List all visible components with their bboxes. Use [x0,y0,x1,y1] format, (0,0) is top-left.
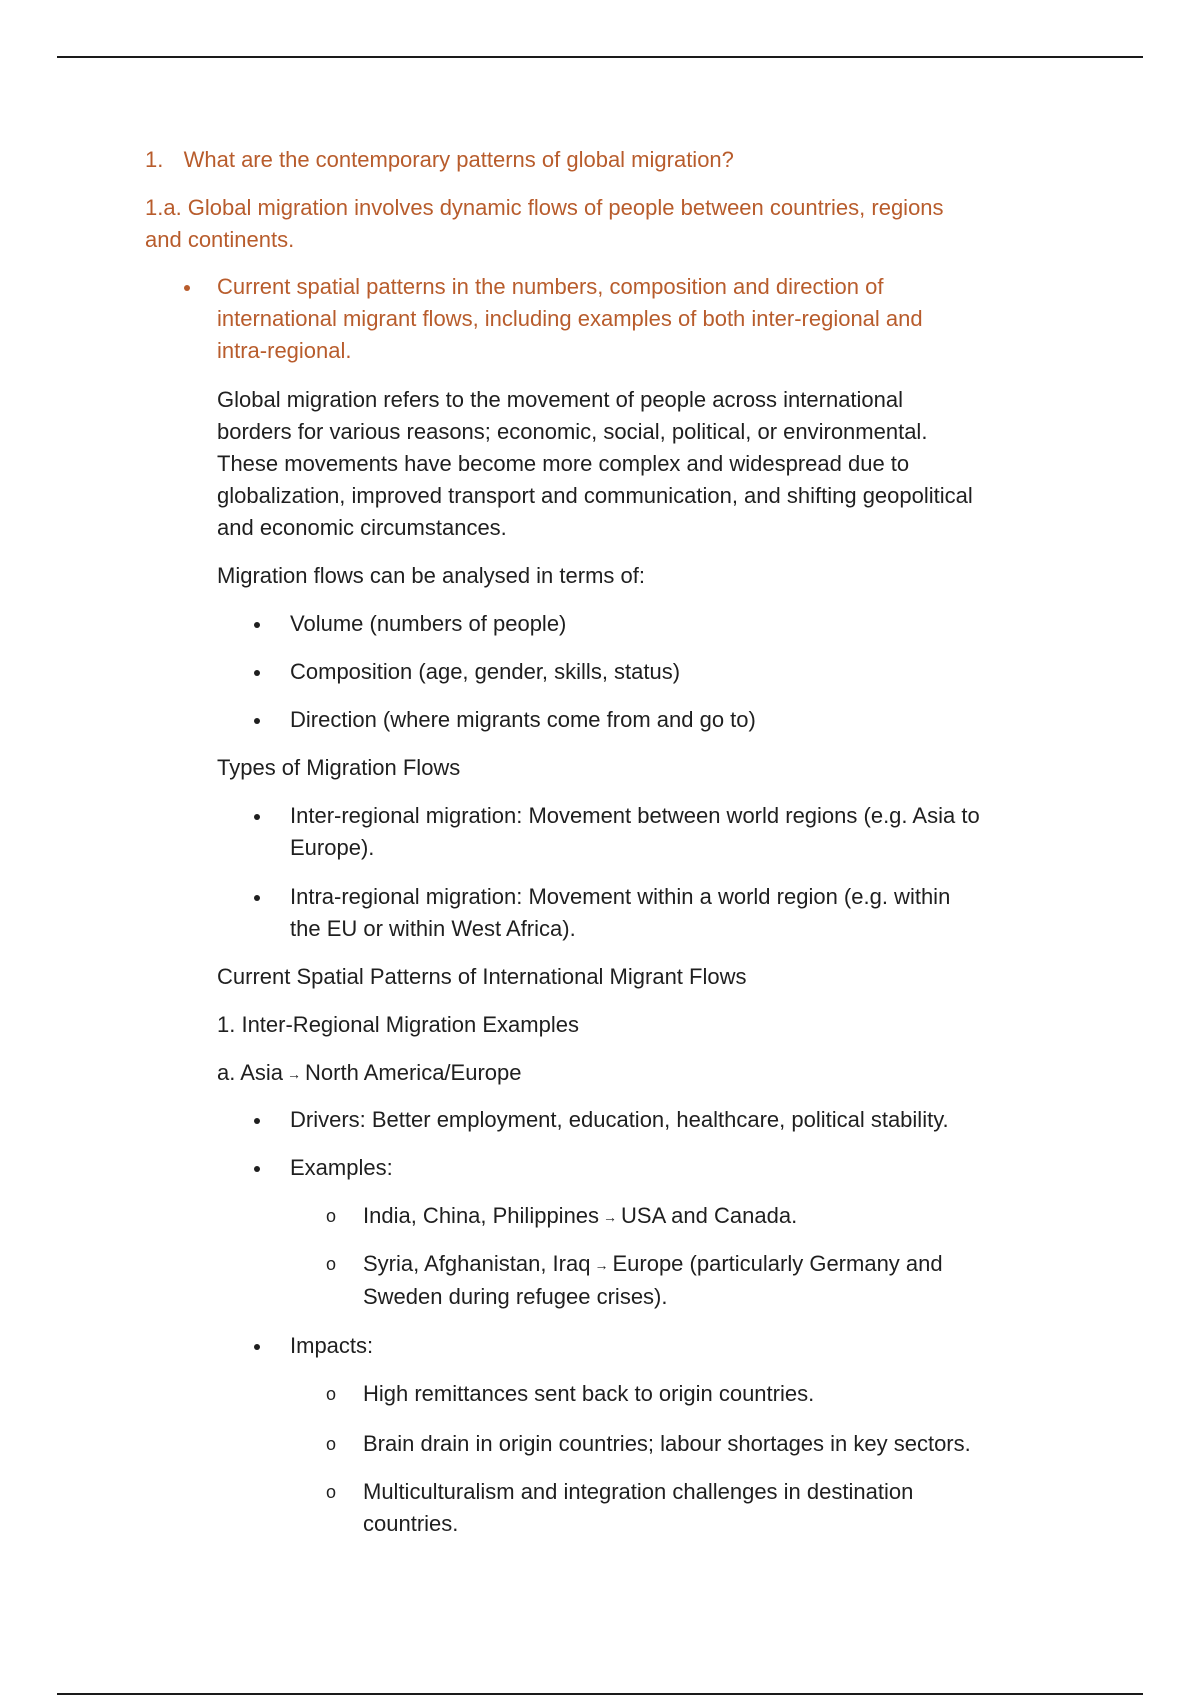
spec-point-line-2: international migrant flows, including examples of both inter-regional and [217,306,923,331]
example-2-suffix: Europe (particularly Germany and [612,1251,943,1276]
question-number: 1. [145,147,164,172]
bullet-icon [254,1104,264,1136]
intro-line-1: Global migration refers to the movement of people across international [217,387,904,412]
impacts-label: Impacts: [290,1333,374,1358]
inter-regional-heading: 1. Inter-Regional Migration Examples [217,1012,579,1037]
top-rule [57,56,1143,58]
spec-point-line-3: intra-regional. [217,338,352,363]
subheading-line-1: 1.a. Global migration involves dynamic flows of people between countries, regions [145,195,944,220]
example-1-suffix: USA and Canada. [621,1203,798,1228]
asia-heading-suffix: North America/Europe [305,1060,522,1085]
bullet-icon [254,800,264,832]
drivers-item: Drivers: Better employment, education, healthcare, political stability. [290,1107,949,1132]
circle-bullet-icon: o [326,1434,337,1454]
bottom-rule [57,1693,1143,1695]
bullet-icon [254,881,264,913]
types-heading: Types of Migration Flows [217,755,461,780]
intro-line-3: These movements have become more complex and widespread due to [217,451,910,476]
impact-item-3-line-2: countries. [363,1511,459,1536]
asia-heading-prefix: a. Asia [217,1060,284,1085]
circle-bullet-icon: o [326,1482,337,1502]
bullet-icon [184,271,194,303]
example-item-2-line-1 [363,1248,943,1281]
list-item: Composition (age, gender, skills, status) [290,659,681,684]
bullet-icon [254,704,264,736]
example-1-prefix: India, China, Philippines [363,1203,600,1228]
example-item-1 [363,1200,797,1233]
question-text: What are the contemporary patterns of global migration? [183,147,734,172]
bullet-icon [254,608,264,640]
types-item-1-line-2: Europe). [290,835,375,860]
spec-point-line-1: Current spatial patterns in the numbers, composition and direction of [217,274,884,299]
bullet-icon [254,1152,264,1184]
analysis-intro: Migration flows can be analysed in terms of: [217,563,645,588]
bullet-icon [254,656,264,688]
arrow-right-icon: → [594,1257,609,1274]
arrow-right-icon: → [287,1066,302,1083]
types-item-2-line-2: the EU or within West Africa). [290,916,576,941]
types-item-1-line-1: Inter-regional migration: Movement between world regions (e.g. Asia to [290,803,980,828]
list-item: Volume (numbers of people) [290,611,567,636]
types-item-2-line-1: Intra-regional migration: Movement within a world region (e.g. within [290,884,951,909]
examples-label: Examples: [290,1155,393,1180]
impact-item-2: Brain drain in origin countries; labour shortages in key sectors. [363,1431,971,1456]
impact-item-1: High remittances sent back to origin countries. [363,1381,815,1406]
question-heading [145,144,734,176]
example-item-2-line-2: Sweden during refugee crises). [363,1284,668,1309]
example-2-prefix: Syria, Afghanistan, Iraq [363,1251,591,1276]
intro-line-2: borders for various reasons; economic, social, political, or environmental. [217,419,928,444]
circle-bullet-icon: o [326,1254,337,1274]
list-item: Direction (where migrants come from and go to) [290,707,756,732]
intro-line-5: and economic circumstances. [217,515,507,540]
impact-item-3-line-1: Multiculturalism and integration challenges in destination [363,1479,914,1504]
subheading-line-2: and continents. [145,227,295,252]
circle-bullet-icon: o [326,1384,337,1404]
patterns-heading: Current Spatial Patterns of International Migrant Flows [217,964,747,989]
bullet-icon [254,1330,264,1362]
asia-heading [217,1057,521,1090]
arrow-right-icon: → [603,1209,618,1226]
circle-bullet-icon: o [326,1206,337,1226]
intro-line-4: globalization, improved transport and communication, and shifting geopolitical [217,483,973,508]
